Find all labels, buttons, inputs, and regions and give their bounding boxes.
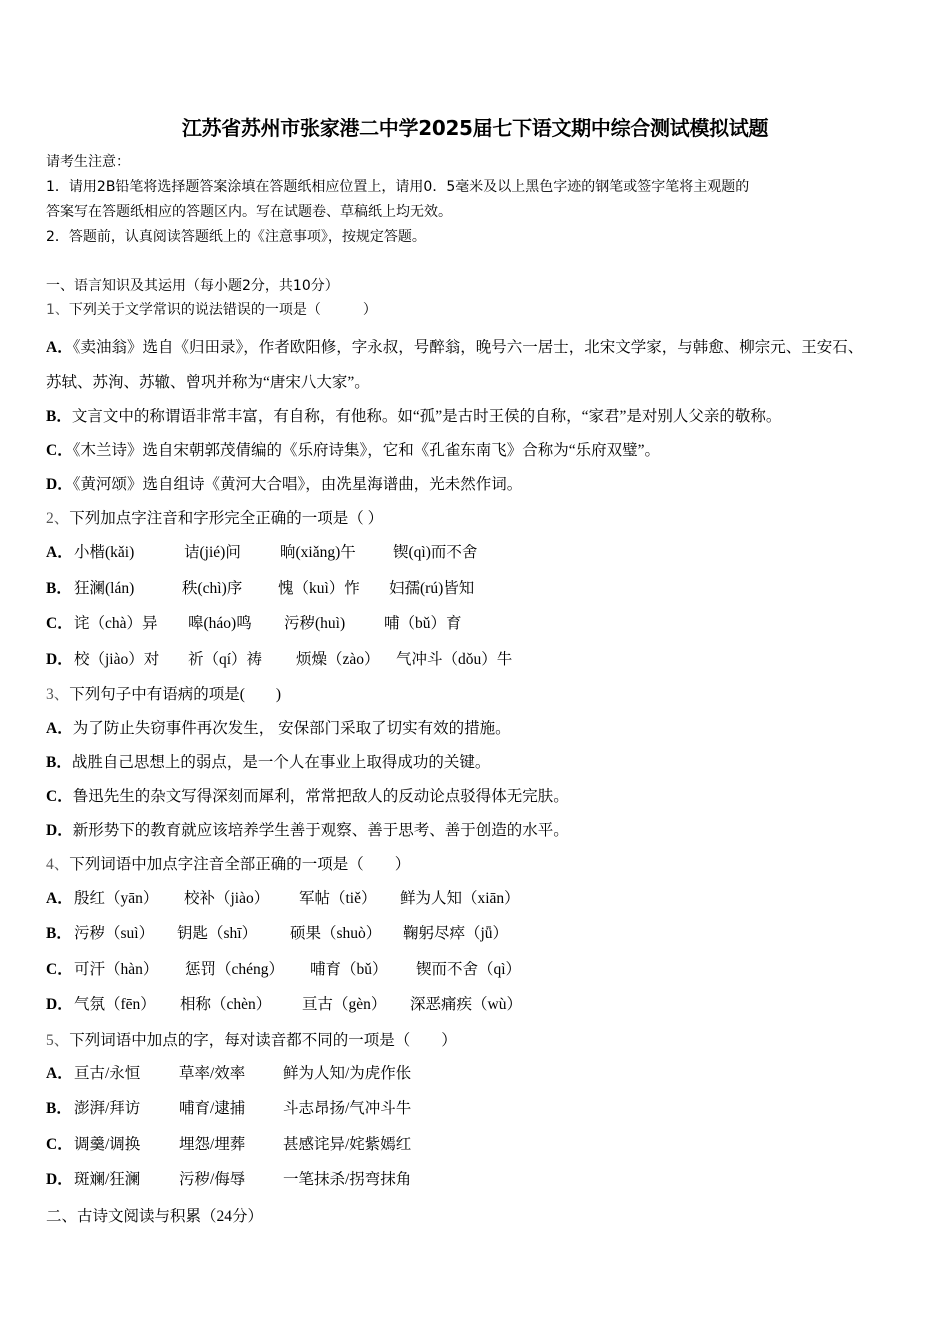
question-text: 下列词语中加点的字，每对读音都不同的一项是（ ） — [69, 1032, 457, 1049]
option-cell: 校补（jiào） — [184, 890, 270, 907]
option-text: 新形势下的教育就应该培养学生善于观察、善于思考、善于创造的水平。 — [72, 822, 569, 839]
option-label: A． — [46, 1065, 73, 1082]
q5-option-d — [46, 1170, 926, 1190]
option-cell: 锲而不舍（qì） — [416, 961, 522, 978]
option-cell: 哺育/逮捕 — [179, 1100, 246, 1117]
option-cell: 澎湃/拜访 — [74, 1100, 141, 1117]
q1-option-c — [46, 441, 660, 461]
q3-option-d — [46, 821, 569, 841]
q1-option-a — [46, 338, 863, 358]
option-cell: 斗志昂扬/气冲斗牛 — [283, 1100, 412, 1117]
q2-option-b — [46, 579, 926, 599]
q4-option-a — [46, 889, 926, 909]
notice-item-1-cont: 答案写在答题纸相应的答题区内。写在试题卷、草稿纸上均无效。 — [46, 204, 452, 220]
option-cell: 诘(jié)问 — [184, 544, 241, 561]
q2-option-d — [46, 650, 926, 670]
option-label: B． — [46, 408, 72, 425]
option-cell: 秩(chì)序 — [182, 580, 243, 597]
page-title: 江苏省苏州市张家港二中学2025届七下语文期中综合测试模拟试题 — [181, 116, 769, 140]
question-text: 下列加点字注音和字形完全正确的一项是（ ） — [69, 510, 384, 527]
option-cell: 晌(xiǎng)午 — [280, 544, 356, 561]
option-label: C． — [46, 615, 73, 632]
question-number: 1、 — [46, 302, 69, 318]
question-1-stem — [46, 300, 377, 320]
option-label: D． — [46, 822, 73, 839]
question-text: 下列关于文学常识的说法错误的一项是（ ） — [68, 302, 377, 318]
option-cell: 钥匙（shī） — [177, 925, 258, 942]
notice-item-1: 1．请用2B铅笔将选择题答案涂填在答题纸相应位置上，请用0．5毫米及以上黑色字迹的钢笔或签字笔将主观题的 — [46, 179, 750, 195]
option-label: A． — [46, 890, 73, 907]
q1-option-b — [46, 407, 781, 427]
option-label: B． — [46, 580, 72, 597]
question-3-stem — [46, 685, 281, 705]
q1-option-a-cont: 苏轼、苏洵、苏辙、曾巩并称为“唐宋八大家”。 — [46, 374, 370, 391]
option-cell: 污秽(huì) — [284, 615, 346, 632]
q3-option-b — [46, 753, 490, 773]
option-text: 《卖油翁》选自《归田录》，作者欧阳修，字永叔，号醉翁，晚号六一居士，北宋文学家，与韩愈、柳宗元、王安石、 — [72, 339, 864, 356]
q4-option-d — [46, 995, 926, 1015]
option-label: D． — [46, 996, 73, 1013]
option-label: D． — [46, 476, 73, 493]
option-cell: 调羹/调换 — [74, 1136, 141, 1153]
q1-option-d — [46, 475, 522, 495]
q5-option-c — [46, 1135, 926, 1155]
option-cell: 校（jiào）对 — [74, 651, 160, 668]
option-label: C． — [46, 1136, 73, 1153]
q4-option-c — [46, 960, 926, 980]
option-cell: 诧（chà）异 — [74, 615, 158, 632]
option-cell: 鲜为人知（xiān） — [400, 890, 520, 907]
option-cell: 惩罚（chéng） — [185, 961, 285, 978]
question-text: 下列句子中有语病的项是( ) — [69, 686, 282, 703]
notice-heading: 请考生注意： — [46, 154, 130, 170]
option-cell: 埋怨/埋葬 — [179, 1136, 246, 1153]
option-cell: 妇孺(rú)皆知 — [389, 580, 475, 597]
option-cell: 祈（qí）祷 — [188, 651, 263, 668]
option-label: C． — [46, 442, 73, 459]
option-label: D． — [46, 1171, 73, 1188]
option-label: B． — [46, 1100, 72, 1117]
option-cell: 鲜为人知/为虎作伥 — [283, 1065, 412, 1082]
option-cell: 哺育（bǔ） — [310, 961, 388, 978]
q3-option-c — [46, 787, 569, 807]
question-number: 3、 — [46, 686, 70, 703]
option-label: B． — [46, 925, 72, 942]
option-cell: 亘古（gèn） — [302, 996, 387, 1013]
option-cell: 深恶痛疾（wù） — [410, 996, 522, 1013]
option-cell: 哺（bǔ）育 — [384, 615, 462, 632]
option-label: B． — [46, 754, 72, 771]
option-cell: 锲(qì)而不舍 — [393, 544, 478, 561]
question-number: 5、 — [46, 1032, 70, 1049]
option-cell: 可汗（hàn） — [74, 961, 159, 978]
option-text: 鲁迅先生的杂文写得深刻而犀利，常常把敌人的反动论点驳得体无完肤。 — [72, 788, 569, 805]
option-label: A． — [46, 339, 73, 356]
option-text: 文言文中的称谓语非常丰富，有自称，有他称。如“孤”是古时王侯的自称，“家君”是对别人父亲的敬称。 — [71, 408, 782, 425]
option-cell: 殷红（yān） — [74, 890, 159, 907]
q3-option-a — [46, 719, 511, 739]
question-text: 下列词语中加点字注音全部正确的一项是（ ） — [69, 856, 411, 873]
option-cell: 草率/效率 — [179, 1065, 246, 1082]
option-cell: 军帖（tiě） — [299, 890, 377, 907]
option-text: 《黄河颂》选自组诗《黄河大合唱》，由冼星海谱曲，光未然作词。 — [72, 476, 523, 493]
option-cell: 烦燥（zào） — [296, 651, 380, 668]
option-label: C． — [46, 788, 73, 805]
option-cell: 气冲斗（dǒu）牛 — [396, 651, 513, 668]
option-cell: 污秽/侮辱 — [179, 1171, 246, 1188]
option-label: C． — [46, 961, 73, 978]
option-cell: 硕果（shuò） — [290, 925, 382, 942]
q5-option-a — [46, 1064, 926, 1084]
q4-option-b — [46, 924, 926, 944]
q5-option-b — [46, 1099, 926, 1119]
option-text: 《木兰诗》选自宋朝郭茂倩编的《乐府诗集》，它和《孔雀东南飞》合称为“乐府双璧”。 — [72, 442, 660, 459]
option-cell: 气氛（fēn） — [74, 996, 156, 1013]
question-2-stem — [46, 509, 383, 529]
option-cell: 污秽（suì） — [74, 925, 155, 942]
option-cell: 亘古/永恒 — [74, 1065, 141, 1082]
option-cell: 鞠躬尽瘁（jǖ） — [403, 925, 509, 942]
option-cell: 一笔抹杀/拐弯抹角 — [283, 1171, 412, 1188]
option-text: 为了防止失窃事件再次发生， 安保部门采取了切实有效的措施。 — [72, 720, 511, 737]
option-text: 战胜自己思想上的弱点，是一个人在事业上取得成功的关键。 — [71, 754, 491, 771]
section-2-heading: 二、古诗文阅读与积累（24分） — [46, 1208, 264, 1225]
option-cell: 斑斓/狂澜 — [74, 1171, 141, 1188]
section-1-heading: 一、语言知识及其运用（每小题2分，共10分） — [46, 278, 339, 294]
option-cell: 嗥(háo)鸣 — [188, 615, 252, 632]
option-label: A． — [46, 720, 73, 737]
option-label: A． — [46, 544, 73, 561]
q2-option-a — [46, 543, 926, 563]
option-cell: 愧（kuì）怍 — [278, 580, 360, 597]
option-cell: 狂澜(lán) — [74, 580, 135, 597]
option-cell: 小楷(kǎi) — [74, 544, 135, 561]
notice-item-2: 2．答题前，认真阅读答题纸上的《注意事项》，按规定答题。 — [46, 229, 426, 245]
option-cell: 相称（chèn） — [180, 996, 272, 1013]
option-label: D． — [46, 651, 73, 668]
option-cell: 甚感诧异/姹紫嫣红 — [283, 1136, 412, 1153]
question-number: 4、 — [46, 856, 70, 873]
q2-option-c — [46, 614, 926, 634]
question-number: 2、 — [46, 510, 70, 527]
question-4-stem — [46, 855, 410, 875]
question-5-stem — [46, 1031, 457, 1051]
